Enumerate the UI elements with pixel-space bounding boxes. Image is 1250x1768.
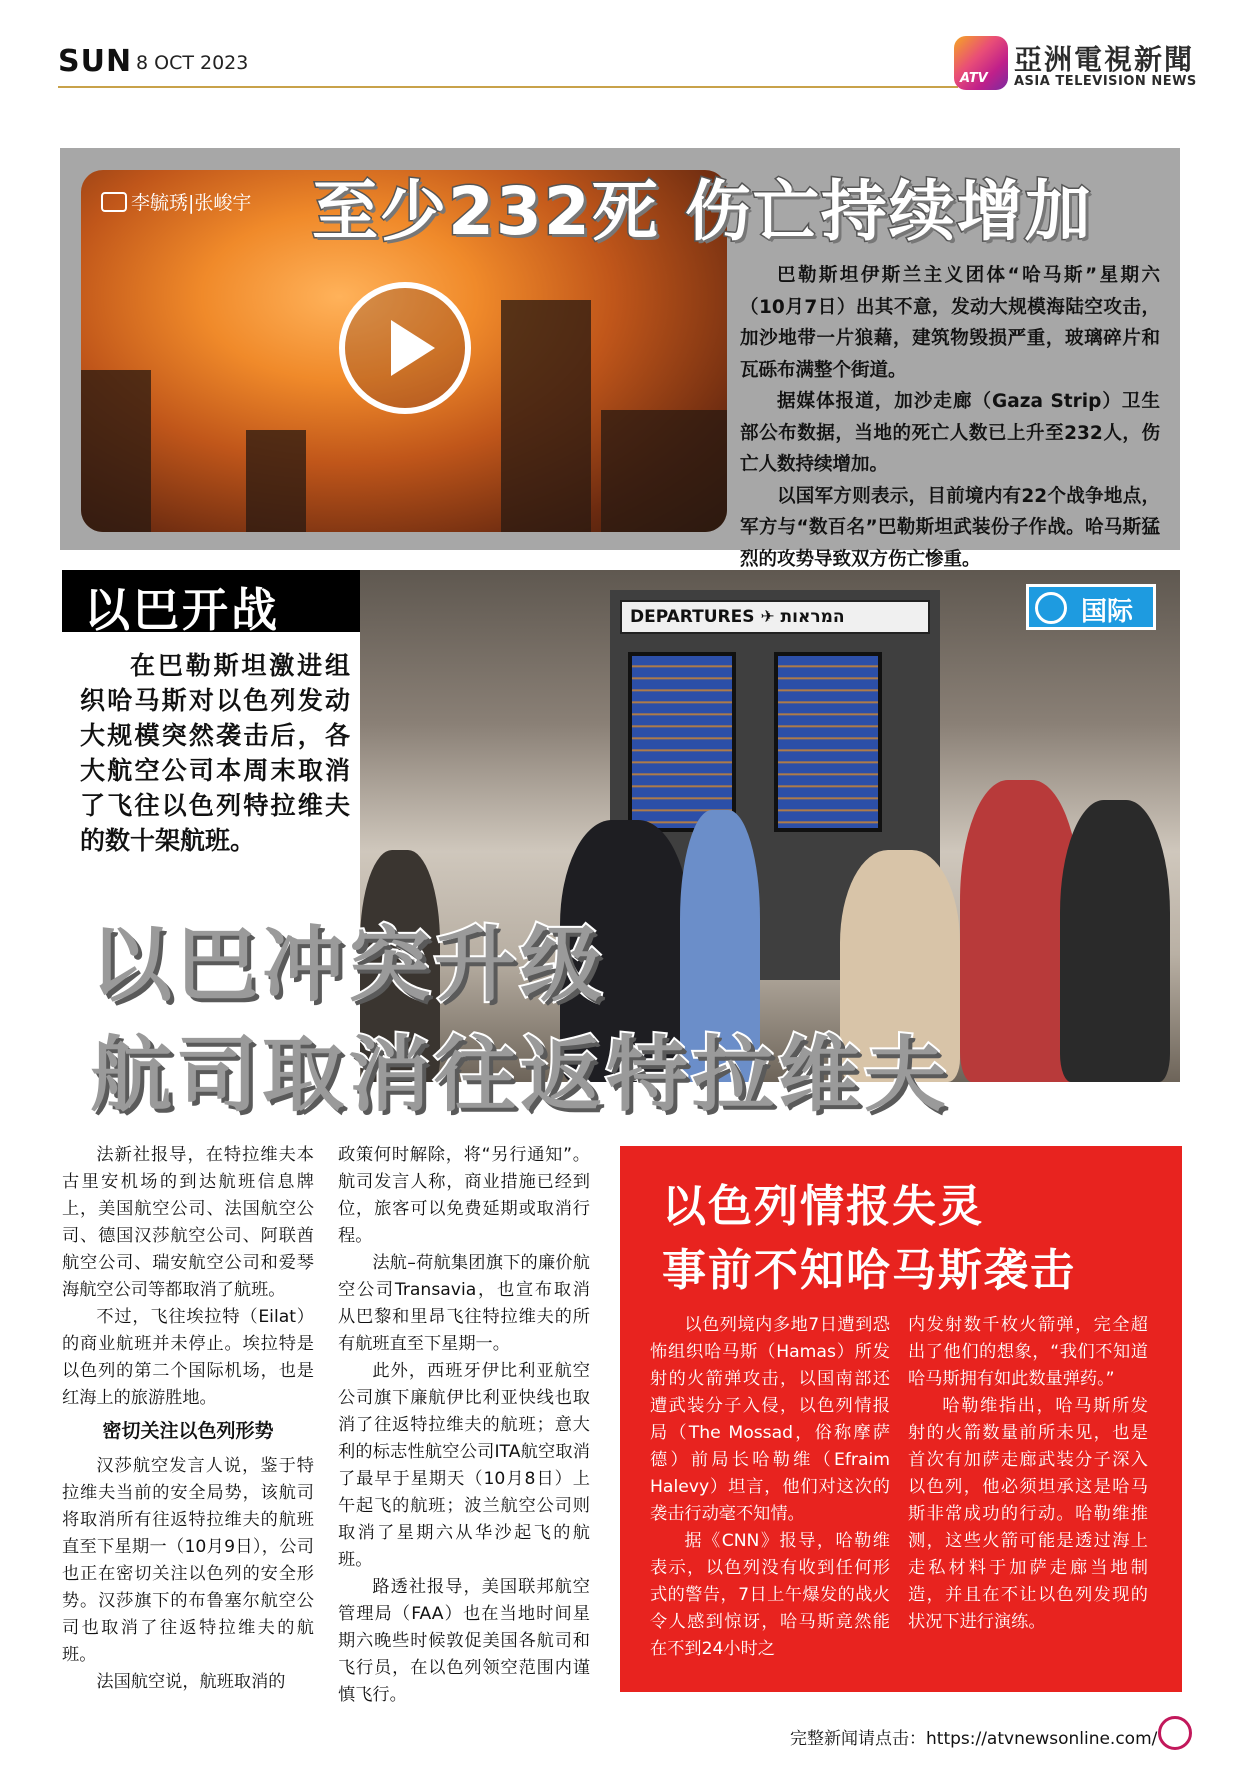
sidebar-column-2	[908, 1312, 1148, 1636]
article-paragraph: 不过，飞往埃拉特（Eilat）的商业航班并未停止。埃拉特是以色列的第二个国际机场，也是红海上的旅游胜地。	[62, 1307, 314, 1408]
lead-text: 在巴勒斯坦激进组织哈马斯对以色列发动大规模突然袭击后，各大航空公司本周末取消了飞往以色列特拉维夫的数十架航班。	[80, 651, 350, 855]
departures-board-title: DEPARTURES ✈ המראות	[620, 600, 930, 634]
section-tag-label: 以巴开战	[84, 583, 280, 637]
video-author	[101, 188, 251, 215]
issue-date: 8 OCT 2023	[136, 52, 249, 74]
sidebar-paragraph: 内发射数千枚火箭弹，完全超出了他们的想象，“我们不知道哈马斯拥有如此数量弹药。”	[908, 1315, 1148, 1389]
article-subheading: 密切关注以色列形势	[102, 1420, 274, 1442]
sidebar-paragraph: 哈勒维指出，哈马斯所发射的火箭数量前所未见，也是首次有加萨走廊武装分子深入以色列，他必须坦承这是哈马斯非常成功的行动。哈勒维推测，这些火箭可能是透过海上走私材料于加萨走廊当地制造，并且在不让以色列发现的状况下进行演练。	[908, 1396, 1148, 1632]
traveler	[1060, 800, 1170, 1082]
article-column-1	[62, 1142, 314, 1696]
footer-link[interactable]: 完整新闻请点击：https://atvnewsonline.com/	[790, 1729, 1158, 1749]
play-button-icon[interactable]	[339, 282, 471, 414]
article-paragraph: 政策何时解除，将“另行通知”。航司发言人称，商业措施已经到位，旅客可以免费延期或取消行程。	[338, 1145, 590, 1246]
article-column-2	[338, 1142, 590, 1709]
section-tag	[62, 570, 360, 637]
sidebar-title-line2: 事前不知哈马斯袭击	[662, 1245, 1076, 1296]
top-story-paragraph: 巴勒斯坦伊斯兰主义团体“哈马斯”星期六（10月7日）出其不意，发动大规模海陆空攻击，加沙地带一片狼藉，建筑物毁损严重，玻璃碎片和瓦砾布满整个街道。	[740, 265, 1160, 381]
article-paragraph: 法国航空说，航班取消的	[96, 1672, 286, 1692]
globe-icon	[1035, 592, 1067, 624]
article-paragraph: 此外，西班牙伊比利亚航空公司旗下廉航伊比利亚快线也取消了往返特拉维夫的航班；意大利的标志性航空公司ITA航空取消了最早于星期天（10月8日）上午起飞的航班；波兰航空公司则取消了星期六从华沙起飞的航班。	[338, 1361, 590, 1570]
article-paragraph: 法航–荷航集团旗下的廉价航空公司Transavia，也宣布取消从巴黎和里昂飞往特拉维夫的所有航班直至下星期一。	[338, 1253, 590, 1354]
category-badge-label: 国际	[1081, 597, 1134, 627]
web-globe-icon[interactable]	[1158, 1716, 1192, 1750]
article-paragraph: 法新社报导，在特拉维夫本古里安机场的到达航班信息牌上，美国航空公司、法国航空公司、德国汉莎航空公司、阿联酋航空公司、瑞安航空公司和爱琴海航空公司等都取消了航班。	[62, 1145, 314, 1300]
main-headline-line2: 航司取消往返特拉维夫	[90, 1028, 951, 1123]
logo-english-name: ASIA TELEVISION NEWS	[1014, 74, 1197, 89]
sidebar-column-1	[650, 1312, 890, 1663]
category-badge	[1026, 584, 1156, 630]
flight-screen-right	[774, 652, 882, 832]
video-author-names: 李毓琇|张峻宇	[131, 192, 252, 214]
lead-paragraph	[80, 648, 350, 858]
logo-mark-text: ATV	[960, 71, 988, 86]
sidebar-paragraph: 据《CNN》报导，哈勒维表示，以色列没有收到任何形式的警告，7日上午爆发的战火令人感到惊讶，哈马斯竟然能在不到24小时之	[650, 1531, 890, 1659]
issue-day: SUN	[58, 44, 133, 79]
header-divider	[58, 86, 958, 88]
top-story-paragraph: 以国军方则表示，目前境内有22个战争地点，军方与“数百名”巴勒斯坦武装份子作战。哈马斯猛烈的攻势导致双方伤亡惨重。	[740, 485, 1160, 570]
sidebar-paragraph: 以色列境内多地7日遭到恐怖组织哈马斯（Hamas）所发射的火箭弹攻击，以国南部还遭武装分子入侵，以色列情报局（The Mossad，俗称摩萨德）前局长哈勒维（Efraim Halevy）坦言，他们对这次的袭击行动毫不知情。	[650, 1315, 890, 1524]
article-paragraph: 路透社报导，美国联邦航空管理局（FAA）也在当地时间星期六晚些时候敦促美国各航司和飞行员，在以色列领空范围内谨慎飞行。	[338, 1577, 590, 1705]
top-story-body	[740, 260, 1160, 575]
flight-screen-left	[628, 652, 736, 832]
atv-logo-icon	[954, 36, 1008, 90]
video-camera-icon	[101, 192, 127, 212]
main-headline-line1: 以巴冲突升级	[90, 918, 607, 1013]
sidebar-title-line1: 以色列情报失灵	[662, 1181, 984, 1232]
top-story-headline: 至少232死 伤亡持续增加	[312, 173, 1093, 250]
top-story-paragraph: 据媒体报道，加沙走廊（Gaza Strip）卫生部公布数据，当地的死亡人数已上升至232人，伤亡人数持续增加。	[740, 391, 1160, 475]
logo-chinese-name: 亞洲電視新聞	[1014, 43, 1195, 76]
article-paragraph: 汉莎航空发言人说，鉴于特拉维夫当前的安全局势，该航司将取消所有往返特拉维夫的航班直至下星期一（10月9日），公司也正在密切关注以色列的安全形势。汉莎旗下的布鲁塞尔航空公司也取消了往返特拉维夫的航班。	[62, 1456, 314, 1665]
